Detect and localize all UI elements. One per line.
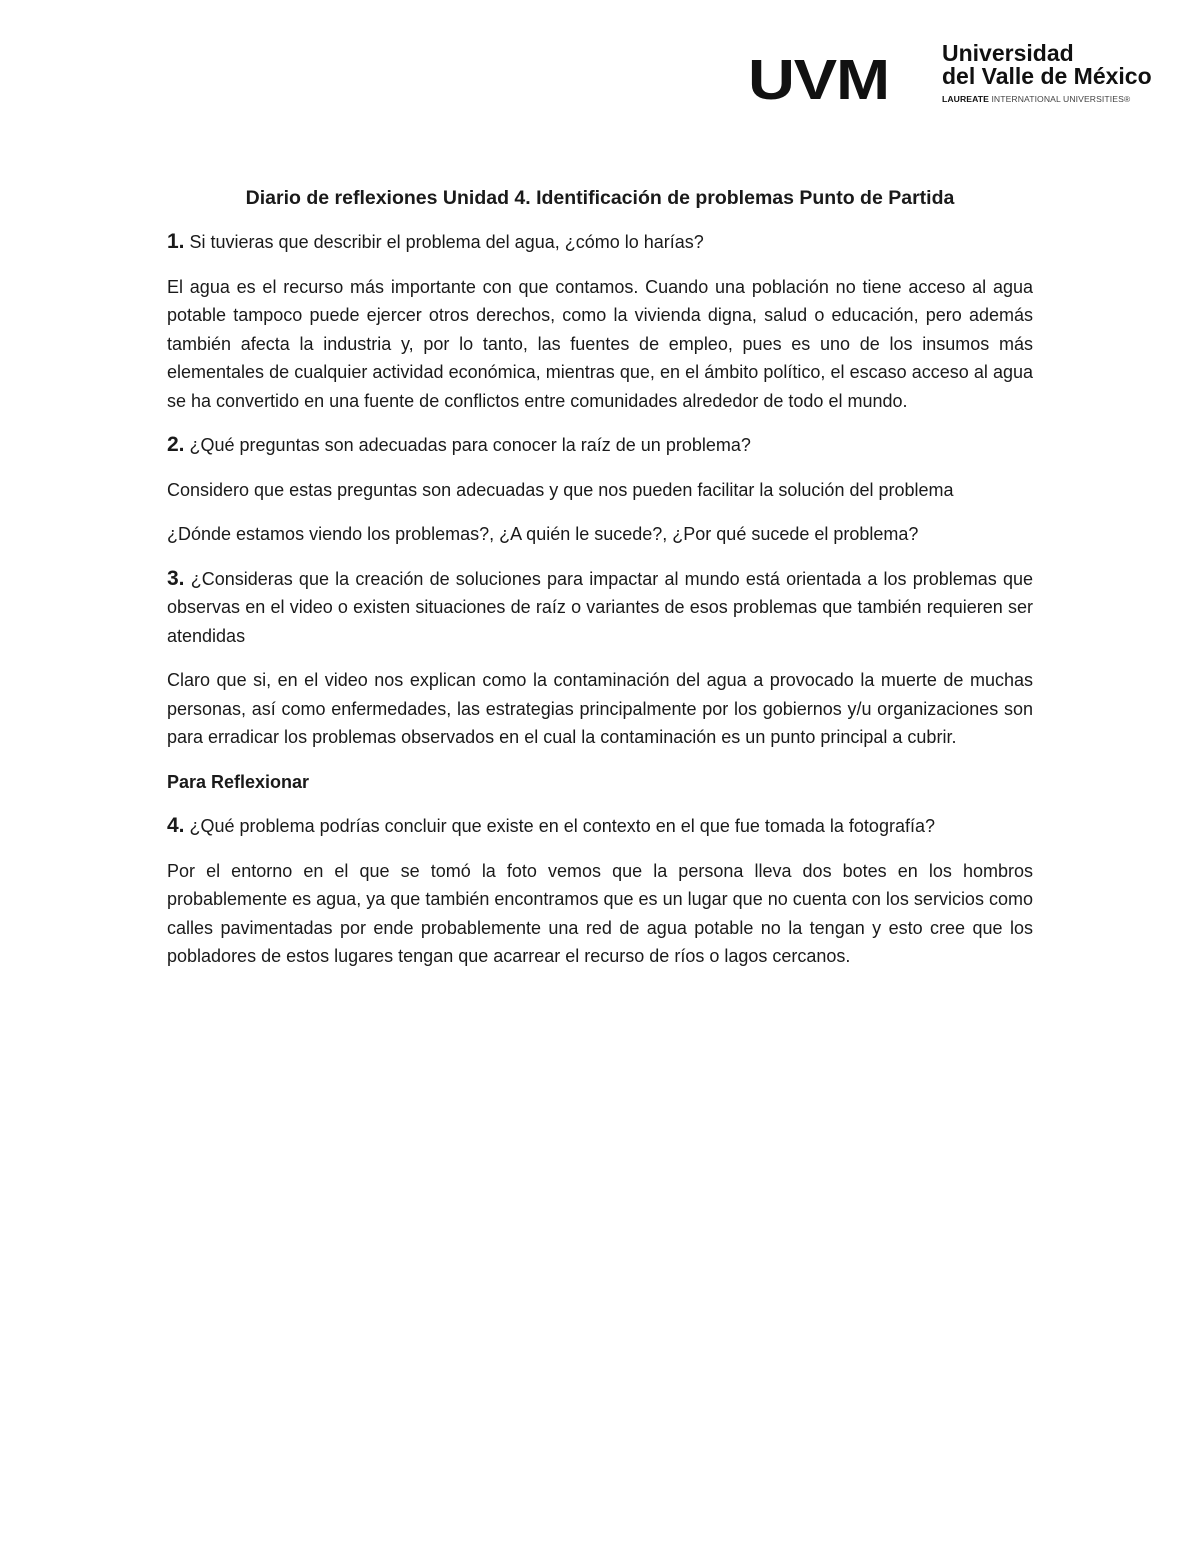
question-4-number: 4. (167, 814, 185, 837)
question-1-number: 1. (167, 230, 185, 253)
question-3-text: ¿Consideras que la creación de soluciones para impactar al mundo está orientada a los problemas que observas en el video o existen situaciones de raíz o variantes de esos problemas que también requieren ser atendidas (167, 568, 1033, 646)
section-heading: Para Reflexionar (167, 771, 310, 792)
question-3-number: 3. (167, 566, 185, 590)
answer-2-line-2: ¿Dónde estamos viendo los problemas?, ¿A quién le sucede?, ¿Por qué sucede el problema? (167, 524, 919, 544)
logo-name-line1: Universidad (942, 40, 1074, 66)
question-2-text: ¿Qué preguntas son adecuadas para conocer la raíz de un problema? (184, 435, 751, 455)
question-4 (167, 812, 1033, 841)
question-4-text: ¿Qué problema podrías concluir que existe en el contexto en el que fue tomada la fotografía? (184, 816, 935, 836)
question-3 (167, 565, 1033, 651)
question-2 (167, 431, 1033, 460)
logo-tagline-strong: LAUREATE (942, 94, 989, 104)
document-body (167, 184, 1033, 987)
answer-4: Por el entorno en el que se tomó la foto vemos que la persona lleva dos botes en los hombros probablemente es agua, ya que también encontramos que es un lugar que no cuenta con los servicios como calles pavimentadas por ende probablemente una red de agua potable no la tengan y esto cree que los pobladores de estos lugares tengan que acarrear el recurso de ríos o lagos cercanos. (167, 860, 1033, 966)
uvm-logo (748, 40, 1152, 112)
question-2-number: 2. (167, 433, 185, 456)
logo-name-line2: del Valle de México (942, 63, 1152, 89)
answer-1: El agua es el recurso más importante con que contamos. Cuando una población no tiene acceso al agua potable tampoco puede ejercer otros derechos, como la vivienda digna, salud o educación, pero además también afecta la industria y, por lo tanto, las fuentes de empleo, pues es uno de los insumos más elementales de cualquier actividad económica, mientras que, en el ámbito político, el escaso acceso al agua se ha convertido en una fuente de conflictos entre comunidades alrededor de todo el mundo. (167, 276, 1033, 411)
question-1-text: Si tuvieras que describir el problema del agua, ¿cómo lo harías? (184, 232, 704, 252)
answer-3: Claro que si, en el video nos explican como la contaminación del agua a provocado la muerte de muchas personas, así como enfermedades, las estrategias principalmente por los gobiernos y/u organizaciones son para erradicar los problemas observados en el cual la contaminación es un punto principal a cubrir. (167, 670, 1033, 747)
logo-tagline-rest: INTERNATIONAL UNIVERSITIES® (988, 94, 1131, 104)
logo-mark: UVM (748, 48, 889, 112)
logo-tagline (942, 95, 1130, 104)
document-title: Diario de reflexiones Unidad 4. Identificación de problemas Punto de Partida (245, 187, 955, 209)
question-1 (167, 228, 1033, 257)
answer-2-line-1: Considero que estas preguntas son adecuadas y que nos pueden facilitar la solución del problema (167, 479, 954, 500)
